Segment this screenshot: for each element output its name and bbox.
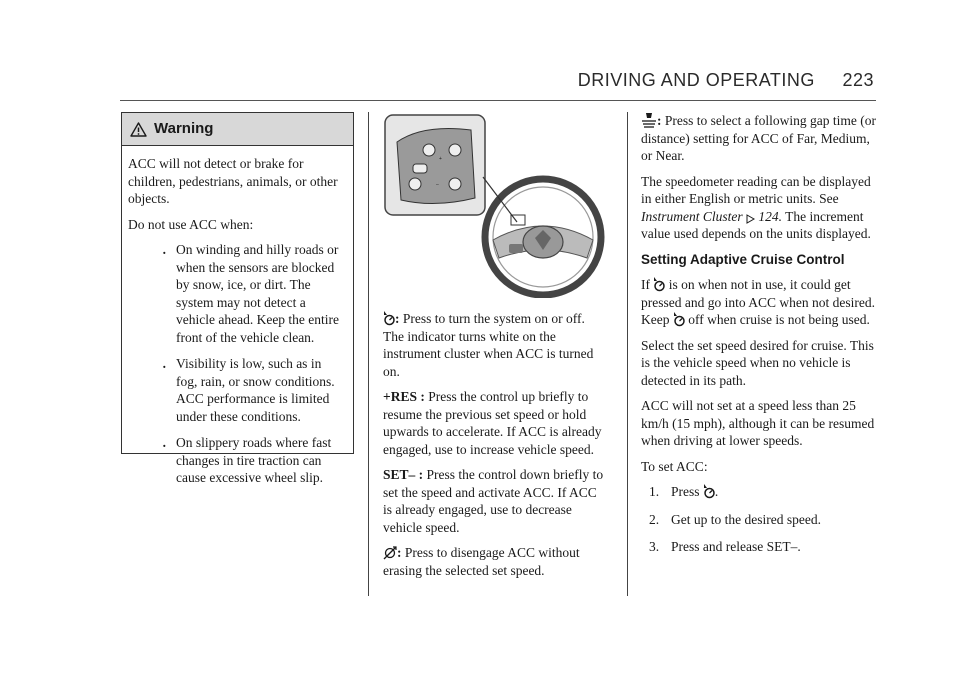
list-item: . Visibility is low, such as in fog, rain, or snow conditions. ACC performance is limited under these conditions. bbox=[162, 356, 335, 424]
cruise-on-off-icon bbox=[673, 311, 685, 327]
warning-body bbox=[122, 146, 353, 487]
column-divider-2 bbox=[627, 112, 628, 596]
header-rule bbox=[120, 100, 876, 101]
list-item: 3. Press and release SET–. bbox=[649, 539, 801, 554]
steering-wheel-controls-illustration bbox=[383, 112, 605, 298]
page-number: 223 bbox=[842, 70, 874, 90]
to-set-lead: To set ACC: bbox=[641, 458, 708, 474]
page-header bbox=[578, 70, 874, 91]
warning-bullets bbox=[128, 241, 345, 487]
svg-text:–: – bbox=[436, 182, 439, 188]
warning-lead: Do not use ACC when: bbox=[128, 216, 254, 232]
list-item: . On slippery roads where fast changes in tire traction can cause excessive wheel slip. bbox=[162, 435, 332, 485]
warning-box bbox=[121, 112, 354, 485]
cruise-on-off-icon bbox=[653, 276, 665, 292]
page-reference[interactable]: 124. bbox=[758, 208, 783, 224]
speedometer-paragraph: The speedometer reading can be displayed in either English or metric units. See Instrument Cluster 124. The increment value used depends on the units displayed. bbox=[641, 173, 871, 241]
svg-text:+: + bbox=[439, 156, 442, 162]
instrument-cluster-link[interactable]: Instrument Cluster bbox=[641, 208, 743, 224]
on-off-description: : Press to turn the system on or off. The indicator turns white on the instrument cluster when ACC is turned on. bbox=[383, 311, 594, 379]
column-divider-1 bbox=[368, 112, 369, 596]
section-title: DRIVING AND OPERATING bbox=[577, 70, 815, 90]
warning-intro: ACC will not detect or brake for children, pedestrians, animals, or other objects. bbox=[128, 156, 338, 206]
cancel-description: : Press to disengage ACC without erasing the selected set speed. bbox=[383, 545, 580, 578]
column-1 bbox=[121, 112, 354, 485]
warning-title: Warning bbox=[154, 120, 214, 138]
column-2 bbox=[383, 112, 605, 587]
warning-header bbox=[122, 113, 353, 146]
column-3 bbox=[641, 112, 877, 566]
list-item: . On winding and hilly roads or when the sensors are blocked by snow, ice, or dirt. The system may not detect a vehicle ahead. Keep the entire front of the vehicle clean. bbox=[162, 242, 340, 345]
page-reference-icon bbox=[746, 214, 755, 224]
res-description: +RES : Press the control up briefly to resume the previous set speed or hold upwards to accelerate. If ACC is already engaged, use to increase vehicle speed. bbox=[383, 389, 602, 457]
if-paragraph: If is on when not in use, it could get pressed and go into ACC when not desired. Keep off when cruise is not being used. bbox=[641, 277, 875, 327]
cruise-on-off-icon bbox=[703, 483, 715, 499]
cruise-on-off-icon bbox=[383, 310, 395, 326]
select-speed-paragraph: Select the set speed desired for cruise. This is the vehicle speed when no vehicle is detected in its path. bbox=[641, 337, 874, 388]
warning-triangle-icon bbox=[130, 122, 147, 137]
min-speed-paragraph: ACC will not set at a speed less than 25 km/h (15 mph), although it can be resumed when driving at lower speeds. bbox=[641, 398, 875, 448]
cancel-icon bbox=[383, 546, 397, 560]
following-gap-description: : Press to select a following gap time (or distance) setting for ACC of Far, Medium, or Near. bbox=[641, 113, 876, 163]
set-description: SET– : Press the control down briefly to set the speed and activate ACC. If ACC is already engaged, use to decrease vehicle speed. bbox=[383, 467, 604, 535]
list-item: 2. Get up to the desired speed. bbox=[649, 511, 821, 527]
list-item: 1. Press . bbox=[649, 484, 719, 499]
set-steps bbox=[641, 483, 877, 556]
section-heading: Setting Adaptive Cruise Control bbox=[641, 251, 845, 267]
following-gap-icon bbox=[641, 112, 657, 128]
